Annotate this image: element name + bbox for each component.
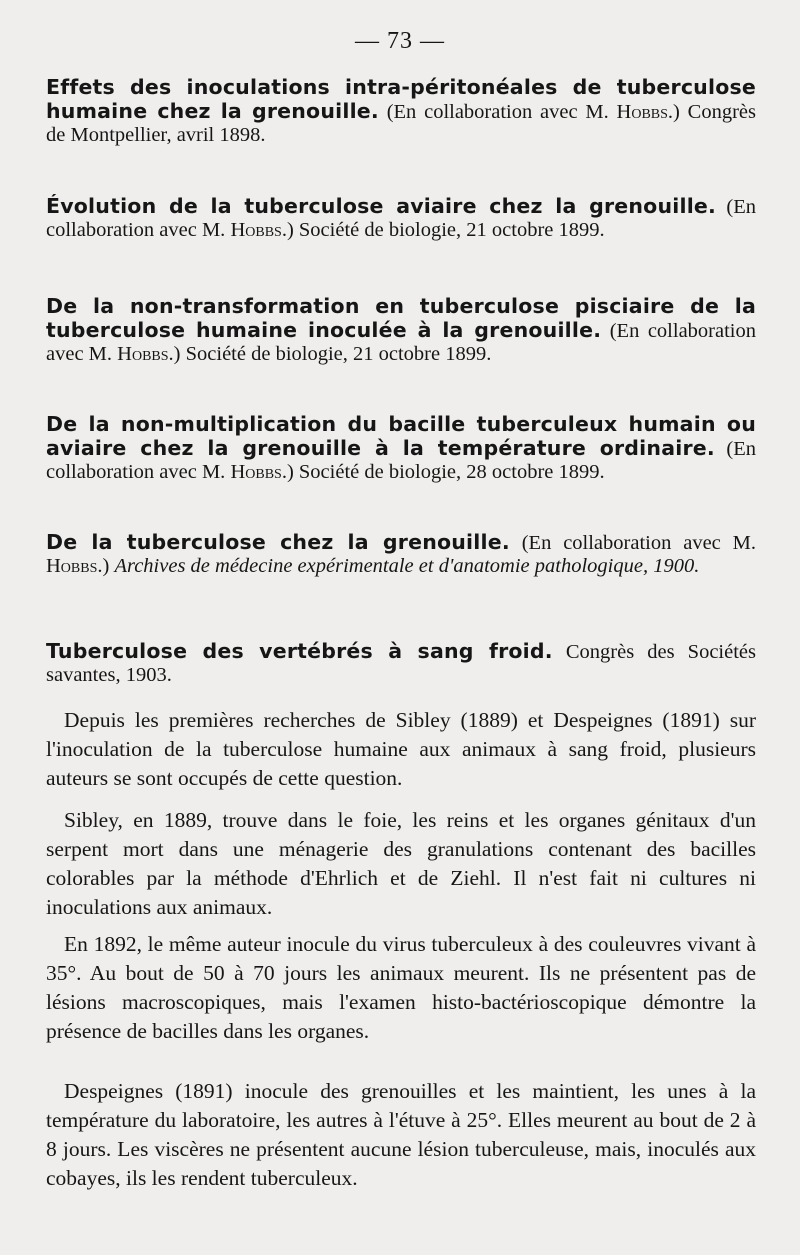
bibliography-entry bbox=[46, 640, 756, 687]
body-paragraph: Sibley, en 1889, trouve dans le foie, les reins et les organes génitaux d'un serpent mort dans une ménagerie des granulations contenant des bacilles colorables par la méthode d'Ehrlich et de Ziehl. Il n'est fait ni cultures ni inoculations aux animaux. bbox=[46, 808, 756, 919]
body-paragraph: En 1892, le même auteur inocule du virus tuberculeux à des couleuvres vivant à 35°. Au bout de 50 à 70 jours les animaux meurent. Ils ne présentent pas de lésions macroscopiques, mais l'examen histo-bactérioscopique démontre la présence de bacilles dans les organes. bbox=[46, 932, 756, 1043]
entry-venue: Société de biologie, 28 octobre 1899. bbox=[298, 461, 605, 483]
bibliography-entry bbox=[46, 295, 756, 366]
bibliography-entry bbox=[46, 413, 756, 484]
entry-venue: Société de biologie, 21 octobre 1899. bbox=[185, 343, 492, 365]
entry-title: De la tuberculose chez la grenouille. bbox=[46, 530, 510, 554]
entry-venue: Archives de médecine expérimentale et d'anatomie pathologique, 1900. bbox=[114, 555, 700, 577]
body-paragraph: Despeignes (1891) inocule des grenouilles et les maintient, les unes à la température du laboratoire, les autres à l'étuve à 25°. Elles meurent au bout de 2 à 8 jours. Les viscères ne présentent aucune lésion tuberculeuse, mais, inoculés aux cobayes, ils les rendent tuberculeux. bbox=[46, 1079, 756, 1190]
body-paragraph: Depuis les premières recherches de Sibley (1889) et Despeignes (1891) sur l'inoculation de la tuberculose humaine aux animaux à sang froid, plusieurs auteurs se sont occupés de cette question. bbox=[46, 708, 756, 790]
entry-title: Effets des inoculations intra-péritonéales de tuberculose humaine chez la grenouille. bbox=[46, 75, 756, 123]
bibliography-entry bbox=[46, 76, 756, 147]
entry-title: Tuberculose des vertébrés à sang froid. bbox=[46, 639, 553, 663]
bibliography-entry bbox=[46, 195, 756, 242]
entry-venue: Congrès des Sociétés savantes, 1903. bbox=[46, 641, 757, 686]
bibliography-entry bbox=[46, 531, 756, 578]
entry-collaboration: (En collaboration avec M. Hobbs.) bbox=[386, 101, 680, 123]
entry-title: De la non-transformation en tuberculose pisciaire de la tuberculose humaine inoculée à la grenouille. bbox=[46, 294, 756, 342]
entry-collaboration: (En collaboration avec M. Hobbs.) bbox=[46, 532, 756, 577]
entry-venue: Société de biologie, 21 octobre 1899. bbox=[298, 219, 605, 241]
entry-collaboration: (En collaboration avec M. Hobbs.) bbox=[46, 320, 756, 365]
entry-title: Évolution de la tuberculose aviaire chez la grenouille. bbox=[46, 194, 717, 218]
entry-title: De la non-multiplication du bacille tuberculeux humain ou aviaire chez la grenouille à la température ordinaire. bbox=[46, 412, 756, 460]
page-number: — 73 — bbox=[355, 28, 445, 54]
entry-collaboration: (En collaboration avec M. Hobbs.) bbox=[46, 438, 757, 483]
entry-venue: Congrès de Montpellier, avril 1898. bbox=[46, 101, 756, 146]
entry-collaboration: (En collaboration avec M. Hobbs.) bbox=[46, 196, 756, 241]
